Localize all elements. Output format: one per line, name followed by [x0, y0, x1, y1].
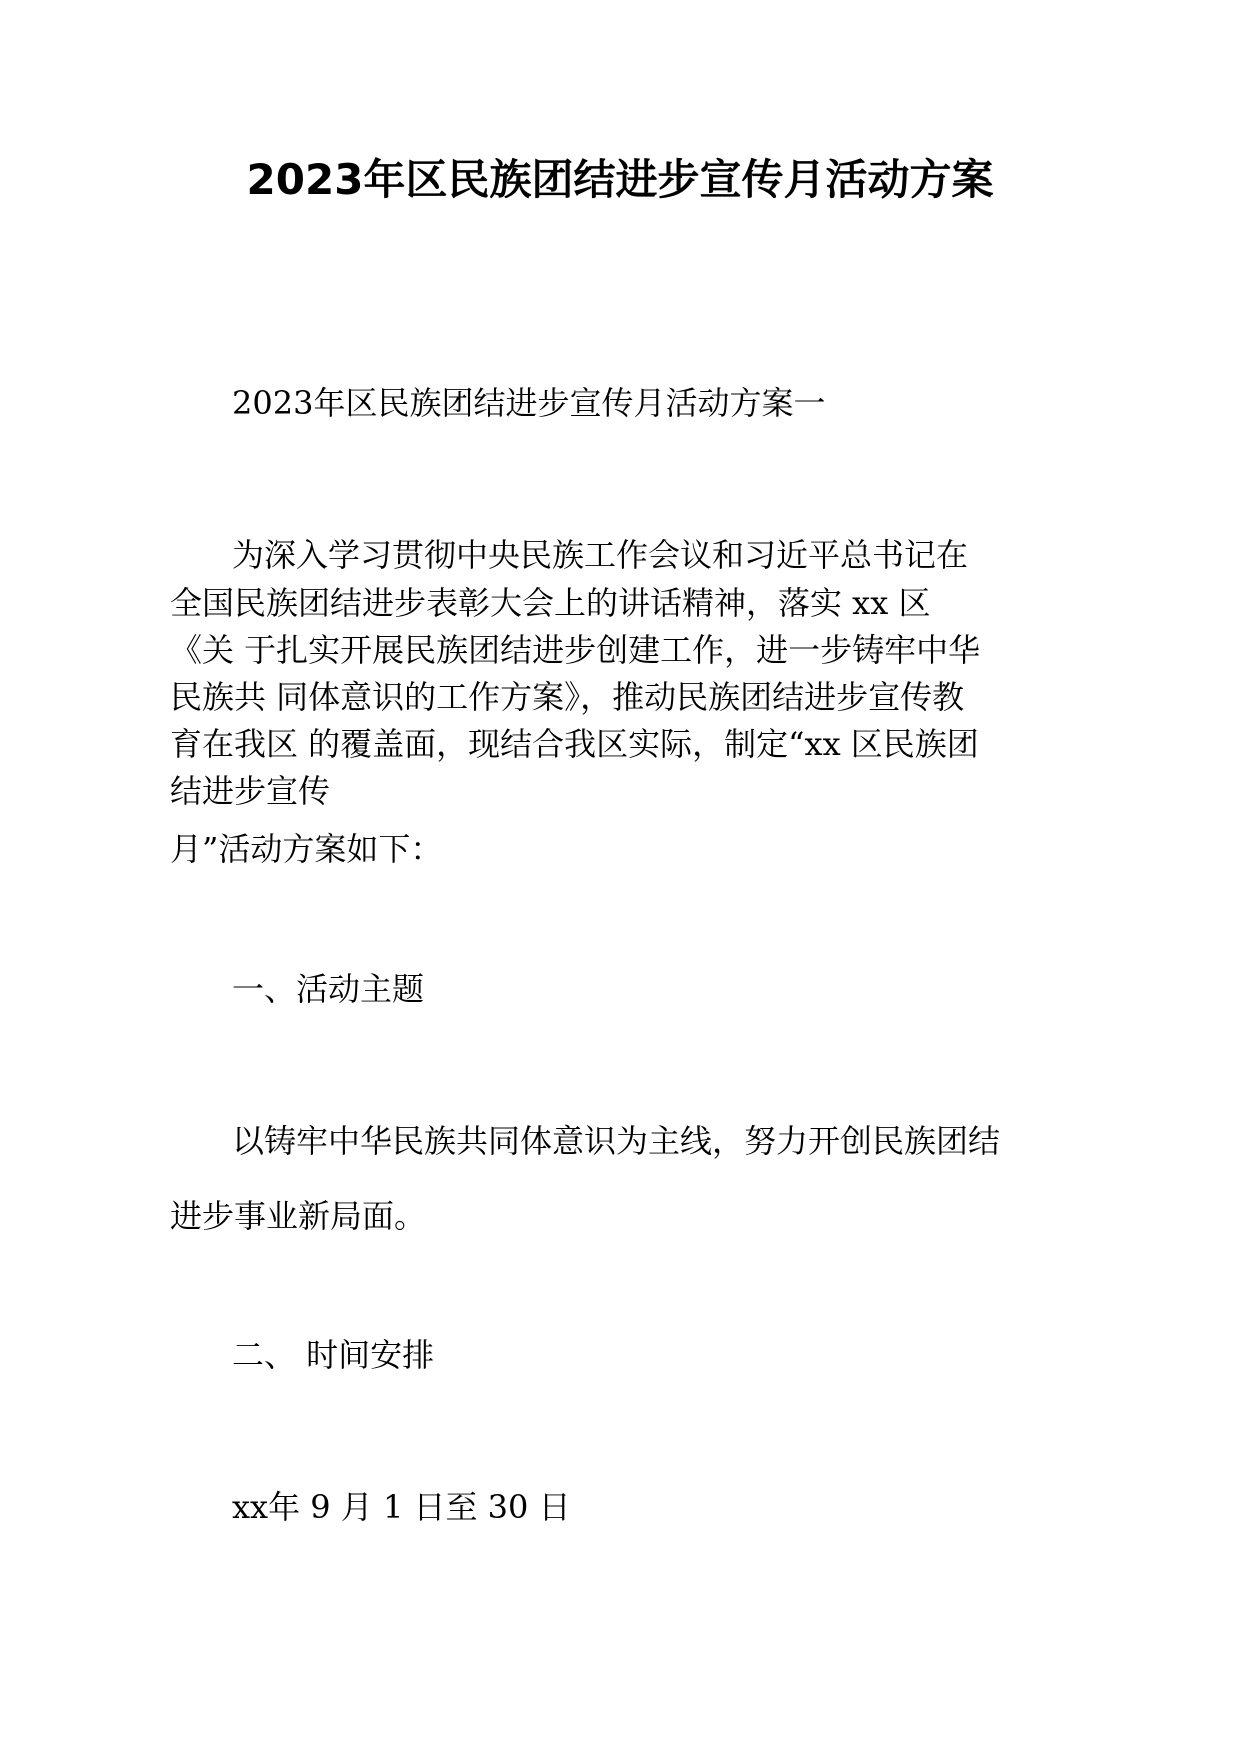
section-2-text: xx年 9 月 1 日至 30 日 — [232, 1488, 571, 1526]
intro-line-3: 《关 于扎实开展民族团结进步创建工作，进一步铸牢中华 — [170, 631, 981, 669]
section-2-heading: 二、 时间安排 — [232, 1336, 435, 1374]
section-1-line-2: 进步事业新局面。 — [170, 1197, 427, 1235]
section-1-heading: 一、活动主题 — [232, 970, 425, 1008]
section-1-line-1: 以铸牢中华民族共同体意识为主线，努力开创民族团结 — [232, 1122, 1001, 1160]
intro-line-5: 育在我区 的覆盖面，现结合我区实际，制定“xx 区民族团 — [170, 725, 979, 763]
intro-line-1: 为深入学习贯彻中央民族工作会议和习近平总书记在 — [232, 536, 969, 574]
intro-line-4: 民族共 同体意识的工作方案》，推动民族团结进步宣传教 — [170, 678, 965, 716]
intro-line-7: 月”活动方案如下： — [170, 830, 443, 868]
intro-line-6: 结进步宣传 — [170, 772, 331, 810]
intro-line-2: 全国民族团结进步表彰大会上的讲话精神，落实 xx 区 — [170, 584, 931, 622]
document-subtitle: 2023年区民族团结进步宣传月活动方案一 — [232, 384, 826, 422]
document-title: 2023年区民族团结进步宣传月活动方案 — [246, 155, 994, 204]
